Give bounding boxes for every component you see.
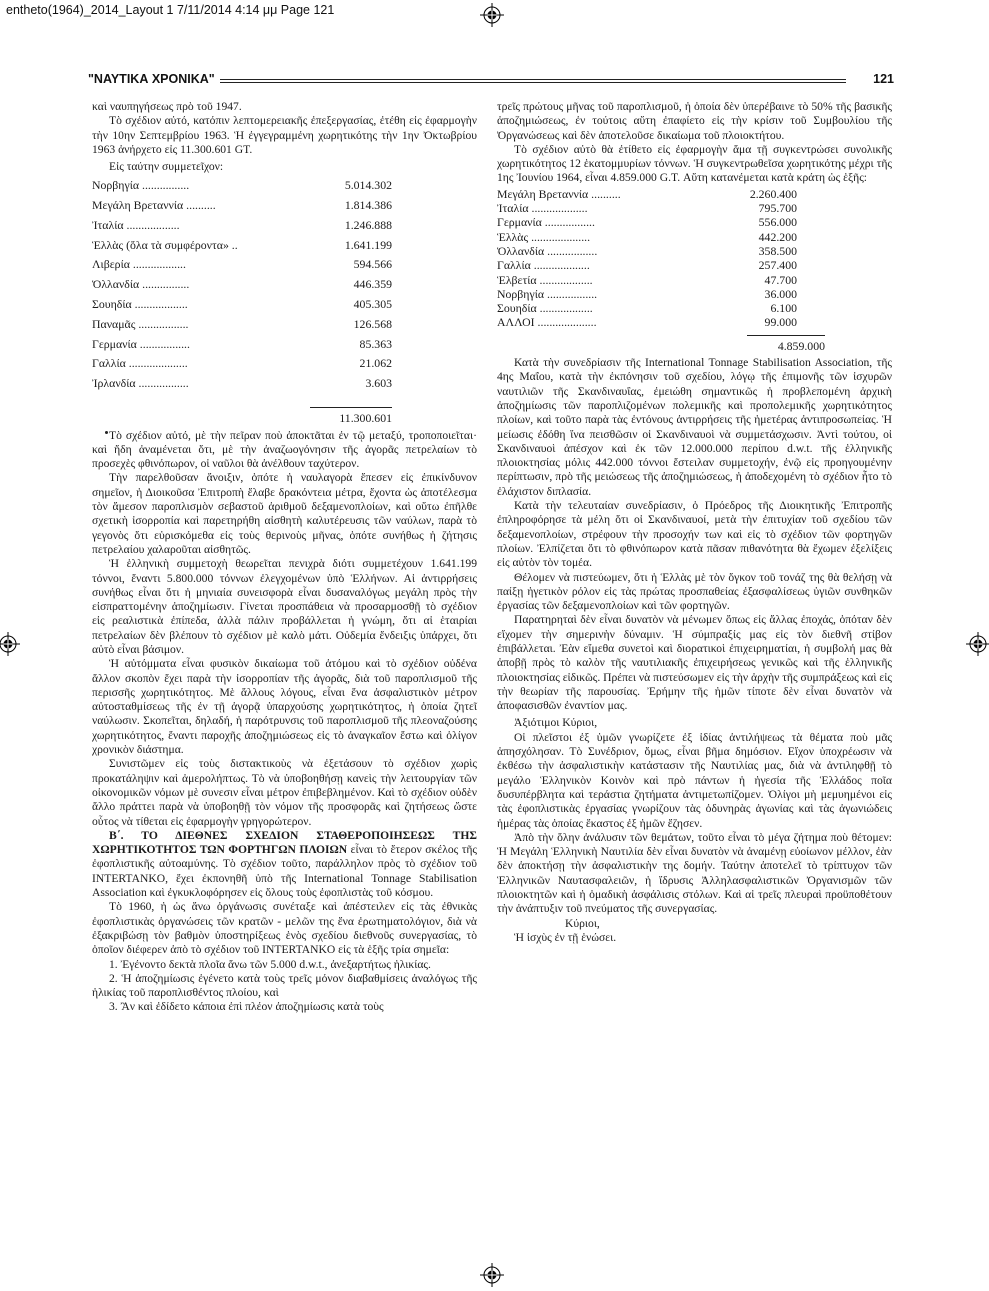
paragraph: καὶ ναυπηγήσεως πρὸ τοῦ 1947. — [92, 100, 242, 113]
table-row — [497, 258, 797, 272]
left-column — [92, 100, 477, 1015]
tonnage-value: 126.568 — [353, 316, 392, 331]
country-name: Ἑλβετία .................. — [497, 272, 593, 287]
paragraph: Ἡ αὐτόμματα εἶναι φυσικὸν δικαίωμα τοῦ ἀτόμου καὶ τὸ σχέδιον οὐδένα ἄλλον σκοπὸν ἔχει παρὰ τὴν ἰσορροπίαν τῆς ἀγορᾶς, διὰ τοῦ παροπλισμοῦ τῆς περισσῆς χωρητικότητος. Μὲ ἄλλους λόγους, εἶναι ἕνα ἀσφαλιστικὸν μέτρον αὐτοσταθμίσεως τῆς ἐν τῇ ἀγορᾷ ὑπαρχούσης χωρητικότητος, ἡ ὁποία ζητεῖ ναύλωσιν. Σκοπεῖται, δηλαδή, ἡ παρότρυνσις τοῦ παροπλισμοῦ τῆς πλεοναζούσης χωρητικότητος, ἔναντι παροχῆς ἀποζημιώσεως εἰς τὸ ἀναγκαῖον ἔστω καὶ ὀλίγον χρονικὸν διάστημα. — [92, 657, 477, 757]
tonnage-value: 1.814.386 — [344, 198, 392, 213]
table-row — [92, 294, 392, 314]
table-row — [92, 175, 392, 195]
table-row — [92, 235, 392, 255]
tonnage-value: 99.000 — [764, 315, 797, 330]
list-item: 3. Ἂν καὶ ἐδίδετο κάποια ἐπὶ πλέον ἀποζημίωσις κατὰ τοὺς — [109, 1000, 384, 1014]
paragraph: Ἡ ἑλληνικὴ συμμετοχὴ θεωρεῖται πενιχρὰ διότι συμμετέχουν 1.641.199 τόννοι, ἔναντι 5.800.000 τόννων ἐλεγχομένων ὑπὸ Ἑλλήνων. Αἱ ἀντιρρήσεις συνήθως εἶναι ὅτι ἡ μηνιαία συνεισφορὰ εἶναι δυσαναλόγως μεγάλη πρὸς τὴν εἰσπραττομένην ἀποζημίωσιν. Γίνεται προσπάθεια νὰ προσαρμοσθῇ τὸ σχέδιον εἰς ρεαλιστικὰ ἐπίπεδα, ἀλλὰ πάλιν προβάλλεται ἡ γνώμη, ὅτι αἱ ἑταιρίαι πετρελαίων δὲν βλέπουν τὸ σχέδιον μὲ καλὸ μάτι. Οὐδεμία ἔνδειξις ὑπάρχει, ὅτι αὐτὸ εἶναι βάσιμον. — [92, 557, 477, 656]
paragraph: Παρατηρηταὶ δὲν εἶναι δυνατὸν νὰ μένωμεν ὅπως εἰς ἄλλας ἐποχάς, ὁπόταν δὲν εἴχομεν τὴν σημερινὴν δύναμιν. Ἡ σύμπραξίς μας εἰς τὸν διεθνῆ στίβον ἐπιβάλλεται. Ἐὰν εἴμεθα συνετοὶ καὶ διορατικοὶ ἐπιχειρηματίαι, ἡ συμβολή μας θὰ ἀποβῇ πρὸς τὸ καλὸν τῆς ναυτιλιακῆς ἐπιχειρήσεως γενικῶς καὶ τῆς ἑλληνικῆς πλοιοκτησίας εἰδικῶς. Πρέπει νὰ πιστεύσωμεν εἰς τὴν ἀρχὴν τῆς συμπράξεως καὶ εἰς τὴν θεωρίαν τῆς παρουσίας. Ἐρήμην τῆς ἡμῶν τίποτε δὲν εἶναι δυνατὸν νὰ ἀποφασισθῶν ἐναντίον μας. — [497, 613, 892, 713]
sum-rule — [747, 335, 825, 336]
country-name: Ἰρλανδία ................. — [92, 376, 189, 391]
paragraph: Τὸ σχέδιον αὐτό, μὲ τὴν πεῖραν ποὺ ἀποκτᾶται ἐν τῷ μεταξύ, τροποποιεῖται· καὶ ἤδη ἀναμένεται ὅτι, μὲ τὴν ἀναζωογόνησιν τῆς ἀγορᾶς πετρελαίων τὸ προσεχὲς φθινόπωρον, οἱ ναῦλοι θὰ ἀνέλθουν ταχύτερον. — [92, 428, 477, 471]
tonnage-value: 36.000 — [764, 286, 797, 301]
running-head — [88, 72, 894, 88]
page-number: 121 — [873, 72, 894, 86]
participation-table — [92, 175, 392, 393]
country-name: Νορβηγία ................ — [92, 178, 190, 193]
paragraph: Εἰς ταύτην συμμετεῖχον: — [109, 160, 224, 174]
table-row — [92, 314, 392, 334]
tonnage-value: 2.260.400 — [749, 186, 797, 201]
table-row — [92, 255, 392, 275]
tonnage-value: 85.363 — [359, 336, 392, 351]
country-name: Ἑλλὰς (ὅλα τὰ συμφέροντα» .. — [92, 237, 238, 252]
tonnage-value: 405.305 — [353, 297, 392, 312]
registration-mark-right — [966, 632, 989, 656]
tonnage-value: 257.400 — [758, 258, 797, 273]
country-name: Παναμᾶς ................. — [92, 316, 189, 331]
tonnage-value: 594.566 — [353, 257, 392, 272]
country-name: Ἑλλὰς .................... — [497, 229, 591, 244]
tonnage-value: 47.700 — [764, 272, 797, 287]
paragraph: Τὸ σχέδιον αὐτό, κατόπιν λεπτομερειακῆς ἐπεξεργασίας, ἐτέθη εἰς ἐφαρμογὴν τὴν 10ην Σεπτεμβρίου 1963. Ἡ ἐγγεγραμμένη χωρητικότης τὴν 1ην Ὀκτωβρίου 1963 ἀνήρχετο εἰς 11.300.601 GT. — [92, 114, 477, 156]
paragraph: Κατὰ τὴν τελευταίαν συνεδρίασιν, ὁ Πρόεδρος τῆς Διοικητικῆς Ἐπιτροπῆς ἐπληροφόρησε τὰ μέλη ὅτι οἱ Σκανδιναυοί, μετὰ τὴν ἐπιτυχίαν τοῦ σχεδίου τῶν δεξαμενοπλοίων, στρέφουν τὴν προσοχήν των καὶ εἰς τὸ σχέδιον τῶν φορτηγῶν πλοίων. Ἐλπίζεται ὅτι τὸ φθινόπωρον κατὰ πᾶσαν πιθανότητα θὰ ἔχωμεν ἐξελίξεις εἰς αὐτὸν τὸν τομέα. — [497, 499, 892, 570]
registration-mark-top — [480, 3, 504, 27]
tonnage-value: 1.246.888 — [344, 217, 392, 232]
journal-title: "ΝΑΥΤΙΚΑ ΧΡΟΝΙΚΑ" — [88, 72, 215, 86]
table-row — [497, 201, 797, 215]
sum-rule — [310, 407, 392, 408]
tonnage-value: 442.200 — [758, 229, 797, 244]
tonnage-value: 556.000 — [758, 215, 797, 230]
paragraph: Κατὰ τὴν συνεδρίασιν τῆς International Tonnage Stabilisation Association, τῆς 4ης Μαΐου, κατὰ τὴν ἐκπόνησιν τοῦ σχεδίου, λόγῳ τῆς ἐπιμονῆς τῶν ἰσχυρῶν ναυτιλιῶν τῆς Σκανδιναυΐας, ἐμειώθη σημαντικῶς ἡ προβλεπομένη ἀρχικὴ ἀποζημίωσις τῶν παροπλιζομένων πολεμικῆς καὶ προπολεμικῆς χωρητικότητος πλοίων, καὶ τοῦτο παρὰ τὰς ἐντόνους ἀντιρρήσεις τῆς ἡμετέρας ἀντιπροσωπείας. Ἡ μείωσις ἐδόθη ἵνα πεισθῶσιν οἱ Σκανδιναυοὶ νὰ συμμετάσχωσιν. Ἀντὶ τούτου, οἱ Σκανδιναυοὶ ἀπέσχον καὶ ἐκ τῶν 12.000.000 περίπου d.w.t. τῆς ἑλληνικῆς πλοιοκτησίας μόλις 442.000 τόννοι ἔστειλαν συμμετοχήν, ἐνῷ εἰς προηγουμένην περίπτωσιν, πρὸ τῆς μειώσεως τῆς ἀποζημιώσεως, ἡ ἀποδεχομένη τὸ σχέδιον ἦτο τὸ ἐλάχιστον διπλασία. — [497, 356, 892, 498]
table-row — [92, 274, 392, 294]
paragraph: Ἀπὸ τὴν ὅλην ἀνάλυσιν τῶν θεμάτων, τοῦτο εἶναι τὸ μέγα ζήτημα ποὺ θέτομεν: Ἡ Μεγάλη Ἑλληνικὴ Ναυτιλία δὲν εἶναι δυνατὸν νὰ ἀναμένῃ εὐοίωνον μέλλον, ἐὰν δὲν ἀποκτήσῃ τὴν ἀσφαλιστικὴν της δομήν. Ταύτην ἀποτελεῖ τὸ τρίπτυχον τῶν Ἑλληνικῶν Ναυτασφαλειῶν, ἡ ἵδρυσις Ἀλληλασφαλιστικῶν Ὀργανισμῶν τῶν πλοιοκτητῶν καὶ ἡ ὁμαδικὴ ἀσφάλισις στόλων. Καὶ αἱ τρεῖς πλευραὶ προϋποθέτουν τὴν ἀνάπτυξιν τοῦ πνεύματος τῆς συνεργασίας. — [497, 830, 892, 916]
paragraph: Τὸ 1960, ἡ ὡς ἄνω ὀργάνωσις συνέταξε καὶ ἀπέστειλεν εἰς τὰς ἐθνικὰς ἐφοπλιστικὰς ὀργανώσεις τῶν κρατῶν - μελῶν της ἕνα ἐρωτηματολόγιον, διὰ νὰ ἐξακριβώσῃ τὸν βαθμὸν ὑποστηρίξεως ἑνὸς σχεδίου διεθνοῦς συνεργασίας, τὸ ὁποῖον διέφερεν ἀπὸ τὸ σχέδιον τοῦ INTERTANKO εἰς τὰ ἑξῆς τρία σημεῖα: — [92, 900, 477, 957]
country-name: ΑΛΛΟΙ .................... — [497, 315, 597, 330]
country-name: Γερμανία ................. — [497, 215, 595, 230]
table-row — [92, 373, 392, 393]
country-name: Ὁλλανδία ................ — [92, 277, 190, 292]
country-name: Σουηδία .................. — [497, 301, 593, 316]
salutation: Ἀξιότιμοι Κύριοι, — [514, 716, 598, 730]
total-value: 4.859.000 — [777, 338, 825, 353]
allocation-table — [497, 187, 797, 330]
list-item: 1. Ἐγένοντο δεκτὰ πλοῖα ἄνω τῶν 5.000 d.w.t., ἀνεξαρτήτως ἡλικίας. — [109, 957, 431, 971]
table-row — [92, 354, 392, 374]
paragraph: Οἱ πλεῖστοι ἐξ ὑμῶν γνωρίζετε ἐξ ἰδίας ἀντιλήψεως τὰ θέματα ποὺ μᾶς ἀπησχόλησαν. Τὸ Συνέδριον, ὅμως, εἶναι βῆμα δημόσιον. Εἴχον ὑποχρέωσιν νὰ ἐκθέσω τὴν ἀσφαλιστικὴν κατάστασιν τῆς Ναυτιλίας μας, διὰ νὰ ἀντιληφθῇ τὸ μεγάλο Ἑλληνικὸν Κοινὸν καὶ πρὸ πάντων ἡ ἡγεσία τῆς Ἑλλάδος ποῖα δυσυπέρβλητα καὶ τεράστια ζητήματα ἀντιμετωπίζομεν. Ὀλίγοι μὴ μεμυημένοι εἰς τὰς ἐφοπλιστικὰς ἐργασίας γνωρίζουν τὰς ὀδυνηρὰς ἀγωνίας καὶ τὰς ἀγωνιώδεις ἡμέρας τὰς ὁποίας ἕκαστος ἐξ ἡμῶν ἔζησεν. — [497, 730, 892, 830]
tonnage-value: 21.062 — [359, 356, 392, 371]
participation-total — [310, 407, 392, 425]
tonnage-value: 795.700 — [758, 201, 797, 216]
country-name: Μεγάλη Βρεταννία .......... — [497, 186, 621, 201]
tonnage-value: 3.603 — [365, 376, 392, 391]
paragraph: Τὸ σχέδιον αὐτὸ θὰ ἐτίθετο εἰς ἐφαρμογὴν ἅμα τῇ συγκεντρώσει συνολικῆς χωρητικότητος 12 ἑκατομμυρίων τόννων. Ἡ συγκεντρωθεῖσα χωρητικότης μέχρι τῆς 1ης Ἰουνίου 1964, εἶναι 4.859.000 G.T. Αὕτη κατανέμεται κατὰ κράτη ὡς ἑξῆς: — [497, 142, 892, 185]
country-name: Γαλλία ................... — [497, 258, 590, 273]
table-row — [92, 215, 392, 235]
tonnage-value: 1.641.199 — [344, 237, 392, 252]
country-name: Μεγάλη Βρεταννία .......... — [92, 198, 216, 213]
paragraph: Συνιστῶμεν εἰς τοὺς διστακτικοὺς νὰ ἐξετάσουν τὸ σχέδιον χωρὶς προκατάληψιν καὶ ἀμερολήπτως. Τὸ νὰ ὑποβοηθήσῃ κανεὶς τὴν λειτουργίαν τῶν οἰκονομικῶν νόμων μὲ συνεσιν εἶναι μέτρον ἐπιβεβλημένον. Καὶ τὸ σχέδιον οὐδὲν ἄλλο πράττει παρὰ νὰ ὑποβοηθῇ τὸν νόμον τῆς προσφορᾶς καὶ ζητήσεως ὥστε οὗτος νὰ τίθεται εἰς ἐφαρμογὴν γρηγορώτερον. — [92, 757, 477, 828]
section-heading: Β΄. ΤΟ ΔΙΕΘΝΕΣ ΣΧΕΔΙΟΝ ΣΤΑΘΕΡΟΠΟΙΗΣΕΩΣ ΤΗΣ ΧΩΡΗΤΙΚΟΤΗΤΟΣ ΤΩΝ ΦΟΡΤΗΓΩΝ ΠΛΟΙΩΝ — [92, 828, 477, 857]
table-row — [497, 215, 797, 229]
closing: Κύριοι, — [565, 916, 600, 930]
paragraph: Θέλομεν νὰ πιστεύωμεν, ὅτι ἡ Ἑλλὰς μὲ τὸν ὄγκον τοῦ τονάζ της θὰ θελήσῃ νὰ παίξῃ ἡγετικὸν ρόλον εἰς τὰς πρώτας προσπαθείας ἐξασφαλίσεως ὑγιῶν συνθηκῶν ἐργασίας τῶν δεξαμενοπλοίων καὶ τῶν φορτηγῶν. — [497, 570, 892, 613]
registration-mark-bottom — [480, 1263, 504, 1287]
table-row — [92, 195, 392, 215]
header-rule — [220, 79, 846, 83]
paragraph: Τὴν παρελθοῦσαν ἄνοιξιν, ὁπότε ἡ ναυλαγορὰ ἔπεσεν εἰς ἐπικίνδυνον σημεῖον, ἡ Διοικοῦσα Ἐπιτροπὴ ἔλαβε δρακόντεια μέτρα, ἔχοντα ὡς ἀποτέλεσμα τὸν ἄμεσον παροπλισμὸν σεβαστοῦ ἀριθμοῦ δεξαμενοπλοίων, καὶ οὕτω ἐπῆλθε σχετικὴ ἰσορροπία καὶ παρετηρήθη αἰσθητὴ καλυτέρευσις τῶν ναύλων, παρὰ τὸ γεγονὸς ὅτι εὑρισκόμεθα εἰς τοὺς θερινοὺς μῆνας, ὁπότε συνήθως ἡ ζήτησις πετρελαίου χαλαροῦται αἰσθητῶς. — [92, 471, 477, 556]
country-name: Ἰταλία .................. — [92, 217, 180, 232]
country-name: Σουηδία .................. — [92, 297, 188, 312]
paragraph: τρεῖς πρώτους μῆνας τοῦ παροπλισμοῦ, ἡ ὁποία δὲν ὑπερέβαινε τὸ 50% τῆς βασικῆς ἀποζημιώσεως, ἐν τούτοις αὕτη ἐπαφίετο εἰς τὴν κρίσιν τοῦ Συμβουλίου τῆς Ὀργανώσεως καὶ δὲν ἀποτελοῦσε δικαίωμα τοῦ πλοιοκτήτου. — [497, 100, 892, 142]
registration-mark-left — [0, 632, 20, 656]
tonnage-value: 6.100 — [770, 301, 797, 316]
country-name: Λιβερία .................. — [92, 257, 186, 272]
section-b-paragraph — [92, 829, 477, 900]
allocation-total — [747, 335, 825, 353]
right-column — [497, 100, 892, 945]
tonnage-value: 446.359 — [353, 277, 392, 292]
country-name: Ὁλλανδία ................. — [497, 243, 598, 258]
table-row — [497, 187, 797, 201]
tonnage-value: 5.014.302 — [344, 178, 392, 193]
table-row — [92, 334, 392, 354]
total-value: 11.300.601 — [339, 411, 392, 426]
table-row — [497, 315, 797, 329]
tonnage-value: 358.500 — [758, 243, 797, 258]
country-name: Ἰταλία ................... — [497, 201, 588, 216]
table-row — [497, 230, 797, 244]
table-row — [497, 244, 797, 258]
country-name: Γαλλία .................... — [92, 356, 188, 371]
print-slug: entheto(1964)_2014_Layout 1 7/11/2014 4:14 μμ Page 121 — [6, 3, 335, 17]
table-row — [497, 301, 797, 315]
country-name: Νορβηγία ................. — [497, 286, 598, 301]
country-name: Γερμανία ................. — [92, 336, 190, 351]
list-item: 2. Ἡ ἀποζημίωσις ἐγένετο κατὰ τοὺς τρεῖς μόνον διαβαθμίσεις ἀναλόγως τῆς ἡλικίας τοῦ παροπλισθέντος πλοίου, καὶ — [92, 971, 477, 1000]
table-row — [497, 287, 797, 301]
section-heading-tail: εἶναι τὸ ἕτερον σκέλος τῆς ἐφοπλιστικῆς αὐτοαμύνης. Τὸ σχέδιον τοῦτο, παράλληλον πρὸς τὸ σχέδιον τοῦ INTERTANKO, ἔχει ἐκπονηθῆ ὑπὸ τῆς International Tonnage Stabilisation Association καὶ ἐγκυκλοφόρησεν εἰς ὅλους τοὺς ἐφοπλιστὰς τοῦ κόσμου. — [92, 843, 478, 900]
motto: Ἡ ἰσχὺς ἐν τῇ ἑνώσει. — [514, 930, 617, 944]
table-row — [497, 273, 797, 287]
